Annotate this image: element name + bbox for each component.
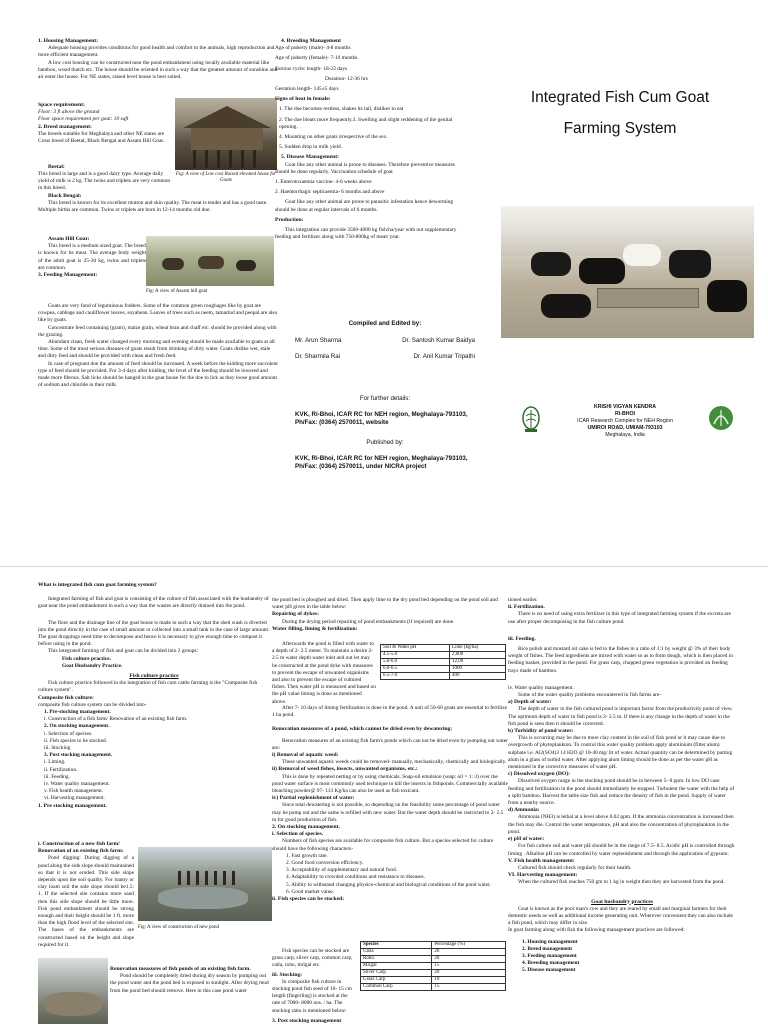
housing-text: Adequate housing provides conditions for good health and comfort to the animals, high reproduction and more efficient management.: [38, 45, 275, 59]
published-heading: Published by:: [366, 439, 404, 446]
on-stocking-heading: 2. On stocking management.: [272, 824, 340, 831]
character-0: 1. Fast growth rate.: [286, 852, 328, 859]
disease-text: Goat like any other animal is prone to diseases. Therefore preventive measures should be done regularly. Vaccination schedule of goat: [275, 161, 455, 175]
step-5: iii. Stocking: [44, 745, 71, 752]
author-sharmila-rai: Dr. Sharmila Rai: [295, 353, 341, 360]
goat-text: Goat is known as the poor man's cow and they are reared by small and marginal farmers for their domestic needs as well as additional income generating unit. Wherever convenient they can also include a fish pond, which may differ in size.: [508, 905, 733, 927]
lime-cell: 4.5-5.0: [381, 652, 450, 659]
heat-sign-1: 2. The doe bleats more frequently.3. Swelling and slight reddening of the genital opening.: [279, 116, 453, 130]
species-table: [360, 941, 506, 991]
assam-hill-goat-heading: Assam Hill Goat:: [48, 236, 90, 242]
weed-text: These unwanted aquatic weeds could be removed- manually, mechanically, chemically and biologically.: [282, 759, 507, 766]
renovation-text: Pond should be completely dried during dry season by pumping out the pond water and the pond bed is exposed to sunlight. After drying mud from the pond bed should remove. Here in this case pond water: [110, 973, 269, 994]
step-4: ii. Fish species to be stocked.: [44, 737, 108, 744]
table-row: [361, 956, 506, 963]
lime-cell: 2,000: [450, 652, 506, 659]
step-11: v. Fish health management.: [44, 788, 104, 795]
species-cell: 20: [432, 949, 506, 956]
step-8: ii. Fertilization.: [44, 766, 78, 773]
assam-hill-goat-text: This breed is a medium sized goat. The breed is known for its meat. The average body weight of the adult goat is 25-30 kg, twins and triplets are common.: [38, 243, 146, 271]
species-cell: 10: [432, 977, 506, 984]
c3a-text: tioned earlier.: [508, 597, 538, 603]
turbidity-text: This is occurring may be due to more clay content in the soil of fish pond or it may cause due to overgrowth of phytoplankton. To control this water quality problem apply aluminium (filter alum) sulphate i.e. Al2(SO4)3 14 H2O @ 10-40 mg/ lit of water. Actual quantity can be determined by putting alum in a glass of turbid water. After applying alum liming should be done as per the water pH as mentioned in the corrective measures of water pH.: [508, 735, 733, 771]
feeding-text-2: Concentrate feed containing (gram), maize grain, wheat bran and chaff etc. should be provided along with the grazing.: [38, 324, 277, 338]
question-heading: What is integrated fish cum goat farming system?: [38, 582, 157, 588]
species-cell: 20: [432, 970, 506, 977]
harvest-text: When the cultured fish reaches 750 gm to 1 kg in weight then they are harvested from the pond.: [518, 879, 725, 886]
health-text: Cultured fish should check regularly for their health.: [518, 864, 632, 871]
water-text: Afterwards the pond is filled with water to a depth of 2- 2.5 meter. To maintain a desire 2-2.5 m water depth water inlet and out let may be constructed at the pond dyke with measures to prevent the escape of unwanted organisms and also to prevent the escape of cultured fishes. Then water pH is measured and based on the pH value liming is done as mentioned above.: [272, 641, 376, 705]
icar-logo-icon: [707, 404, 735, 434]
p2-column-1: [38, 582, 270, 810]
p2-column-2: [272, 597, 508, 633]
step-9: iii. Feeding.: [44, 773, 70, 780]
goat-black-3: [669, 250, 711, 278]
p1-ahg-block: [38, 236, 146, 279]
fertilization-heading: ii. Fertilization.: [508, 604, 545, 611]
species-cell: Catla: [361, 949, 432, 956]
composite-text: composite fish culture system can be divided into-: [38, 701, 147, 708]
lime-cell: 1000: [450, 666, 506, 673]
feeding-text-4: In case of pregnant doe the amount of feed should be increased. A week before the kidding more succulent type of feed should be provided. For 3-4 days after kidding, the level of the feeding should be lowered and made more fibrous. Salt licks should be hanged in the goat house for the doe to lick as they loose good amount of sodium and chloride in their milk.: [38, 360, 278, 389]
groups-list: [38, 656, 270, 670]
wq-text: Some of the water quality problems encountered in fish farms are-: [518, 692, 662, 699]
fig3-caption: Fig: A view of construction of new pond: [138, 925, 219, 930]
p1-column-2: [275, 38, 465, 241]
character-1: 2. Good food conversion efficiency.: [286, 860, 364, 867]
lime-cell: 400: [450, 673, 506, 680]
stocking-text: In composite fish culture in stocking pond fish seed of 10- 15 cm length (fingerling) is stocked at the rate of 7000- 8000 nos. / ha. The stocking ratio is mentioned below:: [272, 978, 352, 1014]
black-bengal-text: This breed is known for its excellent mutton and skin quality. The meat is tender and has a good taste. Multiple births are common. Twins or triplets are born in 12-14 months old doe.: [38, 199, 268, 214]
goat-silhouette-1: [162, 258, 184, 270]
roof-shape: [183, 106, 271, 128]
partial-text: Since total dewatering is not possible, so depending on the feasibility some percentage of pond water may be pump out and the same is refilled with new water. But the water depth should be restricted to 2- 2.5 m for good production of fish.: [272, 802, 504, 823]
goat-list-4: 5. Disease management: [522, 967, 576, 974]
table-row: [381, 652, 506, 659]
water-trough: [597, 288, 699, 308]
species-header-pct: Percentage (%): [432, 942, 506, 949]
goats-trough-photo: [501, 206, 754, 338]
post-stocking-heading: 3. Post stocking management: [272, 1018, 342, 1024]
group-goat-husbandry: Goat Husbandry Practice.: [62, 662, 123, 669]
species-cell: Common Carp: [361, 984, 432, 991]
ammonia-heading: d) Ammonia:: [508, 807, 540, 814]
p1-credits: [295, 320, 475, 471]
table-row: [361, 984, 506, 991]
workers: [178, 871, 238, 885]
breeding-line-4: Gestation length- 145±5 days: [275, 86, 339, 93]
step-10: iv. Water quality management.: [44, 781, 110, 788]
breeding-line-0: Age of puberty (male)- 4-8 months: [275, 45, 351, 52]
goat-list-1: 2. Breed management: [522, 945, 573, 952]
institution-district: RI-BHOI: [615, 411, 635, 417]
lime-cell: 6.0-6.5: [381, 666, 450, 673]
breeding-line-3: Duration- 12-36 hrs: [325, 75, 368, 82]
kvk-logo: [521, 406, 541, 434]
goat-list-2: 3. Feeding management: [522, 952, 577, 959]
repair-heading: Repairing of dykes:: [272, 611, 319, 618]
composite-heading: Composite fish culture:: [38, 694, 94, 701]
fig1-caption: Fig: A view of Low cost Raised elevated house for Goats: [175, 172, 277, 183]
pond-construction-photo: [138, 847, 272, 921]
lime-cell: 5.0-6.0: [381, 659, 450, 666]
species-text: Fish species can be stocked are grass carp, silver carp, common carp, catla, rohu, mrigal etc.: [272, 948, 353, 969]
goat-text-2: In goat farming along with fish the following management practices are followed:: [508, 927, 685, 934]
species-cell: Mrigal: [361, 963, 432, 970]
character-5: 6. Good market value.: [286, 888, 335, 895]
feeding-text-3: Abundant clean, fresh water changed every morning and evening should be made available to goats at all time. Some of the most serious diseases of goats result from drinking of dirty water. Goats dislike wet, stale and dirty feed and should be provided with clean and fresh feed.: [38, 339, 275, 360]
step-3: i. Selection of species.: [44, 730, 93, 737]
table-row: [361, 963, 506, 970]
characters-list: [272, 853, 508, 896]
institution-parent: ICAR Research Complex for NEH Region: [577, 418, 673, 424]
goat-black-2: [579, 258, 625, 284]
assam-hill-goat-photo: [146, 236, 274, 286]
pond-renovation-photo: [38, 958, 108, 1024]
steps-list: [38, 709, 270, 803]
unwanted-heading: ii) Removal of weed fishes, insects, unwanted organisms, etc.:: [272, 766, 418, 773]
p2-species-block: [272, 948, 356, 1015]
production-heading: Production:: [275, 216, 304, 223]
step-7: i. Liming.: [44, 759, 66, 766]
pre-stocking-heading: 1. Pre stocking management.: [38, 802, 107, 809]
harvest-heading: VI. Harvesting management:: [508, 872, 578, 879]
goat-list-3: 4. Breeding management: [522, 960, 580, 967]
contact-heading: For further details:: [359, 395, 411, 402]
repair-text: During the drying period repairing of pond embankments (if required) are done.: [282, 618, 455, 625]
step-6: 3. Post stocking management.: [44, 752, 113, 759]
intro-1: Integrated farming of fish and goat is consisting of the culture of fish associated with the husbandry of goat near the pond embankment in such a way that the wastes are directly drained into the pond.: [38, 596, 269, 610]
p2-construct-block: [38, 841, 134, 949]
title-line-2: Farming System: [563, 120, 677, 137]
species-cell: Rohu: [361, 956, 432, 963]
character-2: 3. Acceptability of supplementary and natural food.: [286, 867, 398, 874]
step-0: 1. Pre-stocking management.: [44, 709, 111, 716]
lime-header-lime: Lime (kg/ha): [450, 645, 506, 652]
step-1: i. Construction of a fish farm/ Renovation of an existing fish farm.: [44, 716, 188, 723]
institution-name: KRISHI VIGYAN KENDRA: [593, 404, 657, 410]
lime-header-ph: Soil & Water pH: [381, 645, 450, 652]
page-divider: [0, 566, 768, 567]
c2a-text: the pond bed is ploughed and dried. Then apply lime to the dry pond bed depending on the pond soil and water pH given in the table below:: [272, 597, 498, 611]
turbidity-heading: b) Turbidity of pond water:: [508, 728, 574, 735]
heat-heading: Signs of heat in female:: [275, 96, 331, 103]
lime-table-header: [381, 645, 506, 652]
black-bengal-heading: Black Bengal:: [48, 192, 82, 199]
institution-block: [547, 404, 703, 439]
wq-heading: iv. Water quality management.: [508, 684, 574, 691]
author-santosh-baidya: Dr. Santosh Kumar Baidya: [402, 337, 475, 344]
author-anil-tripathi: Dr. Anil Kumar Tripathi: [413, 353, 475, 360]
beetal-heading: Beetal:: [48, 164, 65, 170]
species-cell: 20: [432, 956, 506, 963]
intro-3: This integrated farming of fish and goat can be divided into 2 groups:: [48, 648, 199, 655]
fcp-text: Fish culture practice followed in the integration of fish cum cattle farming is the "Composite fish culture system".: [38, 680, 258, 694]
table-row: [381, 673, 506, 680]
institution-road: UMIROI ROAD, UMIAM-793103: [587, 425, 663, 431]
production-text: This integration can provide 3500-4000 kg fish/ha/year with out supplementary feeding and fertilizer along with 750-800kg of meat/ year.: [275, 227, 457, 241]
kvk-logo-icon: [521, 406, 541, 434]
fertilization-text: There is no need of using extra fertilizer in this type of integrated farming system if the excreta are use after proper decomposing in the fish culture pond.: [508, 611, 731, 625]
institution-state: Meghalaya, India: [605, 432, 645, 438]
weed-heading: i) Removal of aquatic weed:: [272, 752, 339, 759]
character-4: 5. Ability to withstand changing physico-chemical and biological conditions of the pond water.: [286, 881, 491, 888]
vaccine-0: 1. Enterotoxaemia vaccine- 4-6 weeks above: [275, 179, 372, 186]
goat-husbandry-heading: Goat husbandry practices: [591, 898, 653, 905]
renovation-heading: Renovation measures of fish ponds of an existing fish farm.: [110, 966, 251, 972]
table-row: [361, 949, 506, 956]
p2-column-3: [508, 597, 736, 975]
goat-house-photo: [175, 98, 277, 170]
authors-row-2: [295, 353, 475, 361]
p2-column-2b: [272, 705, 508, 903]
feeding-text-1: Goats are very fond of leguminous fodders. Some of the common green roughages like by goat are cowpea, cabbage and cauliflower leaves, soyabean. Leaves of trees such as neem, tamarind and peepal are also like by goats.: [38, 303, 278, 324]
deworm-text: Goat like any other animal are prone to parasitic infestation hence deworming should be done at regular intervals of 6 months.: [275, 199, 454, 213]
heat-sign-3: 5. Sudden drop in milk yield.: [279, 144, 343, 151]
lime-cell: 6.5-7.0: [381, 673, 450, 680]
author-arun-sharma: Mr. Arun Sharma: [295, 337, 342, 344]
table-row: [361, 977, 506, 984]
compiled-heading: Compiled and Edited by:: [348, 320, 422, 327]
goat-silhouette-3: [236, 260, 256, 271]
table-row: [361, 970, 506, 977]
depth-heading: a) Depth of water:: [508, 699, 552, 706]
published-text: KVK, Ri-Bhoi, ICAR RC for NEH region, Meghalaya-793103, Ph/Fax: (0364) 2570011, under NICRA project: [295, 455, 468, 470]
disease-heading: 5. Disease Management:: [281, 154, 339, 161]
breeding-heading: 4. Breeding Management: [281, 38, 342, 44]
renovation2-heading: Renovation measures of a pond, which cannot be dried even by dewatering:: [272, 726, 453, 733]
goat-list-0: 1. Housing management: [522, 938, 578, 945]
housing-heading: 1. Housing Management:: [38, 38, 99, 44]
species-header-name: Species: [361, 942, 432, 949]
species-cell: 15: [432, 984, 506, 991]
intro-2: The floor and the drainage line of the goat house is made in such a way that the shed wash is diverted into the pond directly in the case of small amount or collected into a small tank in the case of large amount. The goat droppings need time to decompose and hence it is necessary to give enough time to compost it before using in the pond.: [38, 619, 270, 648]
ph-text: For fish culture soil and water pH should be in the range of 7.5- 8.5. Acidic pH is controlled through liming . Alkaline pH can be controlled by water replenishment and through the application of gypsum.: [508, 843, 735, 857]
goat-white: [623, 244, 661, 266]
breed-heading: 2. Breed management:: [38, 123, 92, 130]
title-line-1: Integrated Fish Cum Goat: [530, 89, 710, 106]
step-2: 2. On stocking management.: [44, 723, 110, 730]
pond-water: [158, 887, 248, 909]
species-table-header: [361, 942, 506, 949]
vaccine-1: 2. Haemorrhagic septicaemia- 6 months and above: [275, 189, 385, 196]
dry-pond-bed: [44, 992, 102, 1016]
after-liming-text: After 7- 10 days of liming fertilization is done in the pond. A unit of 50-60 goats are essential to fertilize 1 ha pond.: [272, 705, 508, 719]
feeding-heading: 3. Feeding Management:: [38, 272, 98, 279]
step-12: vi. Harvesting management.: [44, 795, 105, 802]
partial-heading: iv) Partial replenishment of water:: [272, 795, 355, 802]
fig2-caption: Fig: A view of Assam hill goat: [146, 289, 208, 294]
feeding2-heading: iii. Feeding.: [508, 635, 536, 642]
table-row: [381, 666, 506, 673]
character-3: 4. Adaptability to crowded conditions and resistance to diseases.: [286, 874, 425, 881]
ph-heading: e) pH of water:: [508, 836, 545, 843]
depth-text: The depth of water in the fish cultured pond is important factor from the productivity point of view. The optimum depth of water in fish pond is 2- 2.5 m. If there is any change in the depth of water in the fish pond is seen then it should be corrected.: [508, 706, 733, 727]
p1-beetal-text: [38, 171, 278, 214]
health-heading: V. Fish health management:: [508, 857, 575, 864]
brochure-title: [490, 82, 750, 144]
space-floor: Floor: 3 ft above the ground: [38, 109, 100, 116]
p2-renovation-block: [110, 966, 272, 995]
heat-sign-0: 1. The doe becomes restless, shakes its tail, dislikes to eat: [279, 106, 404, 113]
beetal-text: This breed is large and is a good dairy type. Average daily yield of milk is 2 kg. The twins and triplets are very common in this breed.: [38, 171, 171, 192]
breeding-line-2: Estrous cycle: length- 18-22 days: [275, 65, 348, 72]
stilts: [193, 150, 263, 168]
icar-logo: [707, 404, 735, 434]
p2-water-block: [272, 641, 376, 706]
do-text: Dissolved oxygen range in the stocking pond should be in between 5- 8 ppm. In low DO case feeding and fertilization in the pond should immediately be stopped. Turbulent the water with the help of a split bamboo. Harvest the table size fish and reduce the density of fish in the pond. Supply of water from a nearby source.: [508, 778, 735, 807]
p1-column-1: [38, 38, 278, 81]
digging-text: Pond digging: During digging of a pond along the side slope should maintained so that it is not eroded. This side slope depends upon the soil quality. For loamy or clay loam soil the side slope should be1.5: 1. If the selected site contains more sand then this side slope should be little more. Fish pond embankment should be strong enough and their height should be 1 ft. more than the high flood level of the selected site. The bases of the embankments are constructed based on the height and slope required for it.: [38, 855, 134, 948]
contact-text: KVK, Ri-Bhoi, ICAR RC for NEH region, Meghalaya-793103, Ph/Fax: (0364) 2570011, website: [295, 411, 468, 426]
feeding2-text: Rice polish and mustard oil cake is fed to the fishes in a ratio of 1:1 by weight @ 3% of their body weight of fishes. The feed ingredients are mixed with water so as to form dough, which is then placed in feeding basket, provided in the pond. For grass carp, chopped green vegetation is provided on feeding trays made of bamboo.: [508, 646, 733, 674]
goat-silhouette-2: [198, 256, 224, 269]
lime-cell: 12,00: [450, 659, 506, 666]
goat-black-1: [531, 252, 571, 276]
species-cell: 15: [432, 963, 506, 970]
species-heading: ii. Fish species can be stocked:: [272, 896, 345, 903]
selection-heading: i. Selection of species.: [272, 831, 324, 838]
fcp-heading: Fish culture practice: [129, 673, 179, 680]
space-requirement: Floor space requirement per goat: 10 sqft: [38, 116, 129, 123]
ammonia-text: Ammonia (NH3) is lethal at a level above 0.02 ppm. If the ammonia concentration is increased then the fish may die. Control the water temperature, pH and also the concentration of phytoplankton in the pond.: [508, 814, 734, 835]
house-body: [191, 128, 263, 150]
stocking-heading: iii. Stocking:: [272, 971, 303, 978]
space-heading: Space requirement:: [38, 102, 85, 108]
table-row: [381, 659, 506, 666]
group-fish-culture: Fish culture practice.: [62, 655, 111, 662]
housing-text-2: A low cost housing can be constructed near the pond embankment using locally available material like bamboo, wood thatch etc. The house should be oriented in such a way that the greatest amount of sunshine and air enter the house. For NE states, raised level house is best suited.: [38, 59, 278, 81]
lime-table: [380, 644, 506, 680]
breeding-line-1: Age of puberty (female)- 7-10 months: [275, 55, 358, 62]
heat-sign-2: 4. Mounting on other goats irrespective of the sex.: [279, 134, 388, 141]
p1-feeding-block: [38, 303, 278, 389]
breed-text: The breeds suitable for Meghalaya and other NE states are Cross breed of Beetal, Black Bengal and Assam Hill Goat.: [38, 130, 165, 145]
species-cell: Silver Carp: [361, 970, 432, 977]
unwanted-text: This is done by repeated netting or by using chemicals. Soap-oil emulsion (soap: oil = 1: 3) over the pond water surface is most commonly used technique to kill the insects in fishponds. Commercially available bleaching powder@ 97- 113 Kg/ha can also be used as fish toxicant.: [272, 773, 508, 795]
authors-row-1: [295, 337, 475, 345]
species-cell: Grass Carp: [361, 977, 432, 984]
renovation2-text: Renovation measures of an existing fish farm's ponds which can not be dried even by pumping out water are:: [272, 737, 508, 751]
construct-heading: i. Construction of a new fish farm/ Renovation of an existing fish farm:: [38, 841, 124, 855]
goat-black-4: [707, 280, 747, 312]
do-heading: c) Dissolved oxygen (DO):: [508, 771, 570, 778]
goat-management-list: [508, 939, 736, 975]
goat-black-5: [541, 294, 591, 318]
selection-text: Numbers of fish species are available for composite fish culture. But a species selected for culture should have the following characters-: [272, 838, 494, 852]
water-heading: Water filling, liming & fertilization:: [272, 625, 358, 632]
p1-space-block: [38, 102, 173, 145]
